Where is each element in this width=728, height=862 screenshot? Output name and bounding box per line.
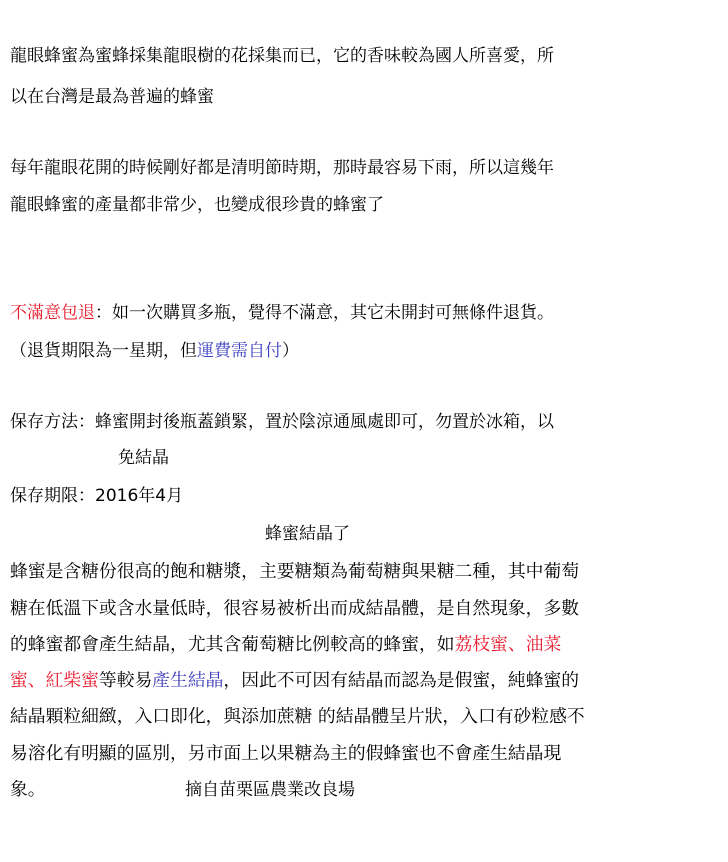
storage-method-line-1: 保存方法：蜂蜜開封後瓶蓋鎖緊，置於陰涼通風處即可，勿置於冰箱，以: [10, 412, 554, 432]
season-line-1: 每年龍眼花開的時候剛好都是清明節時期，那時最容易下雨，所以這幾年: [10, 158, 554, 178]
crystal-line-6: 易溶化有明顯的區別，另市面上以果糖為主的假蜂蜜也不會產生結晶現: [10, 743, 562, 764]
crystal-heading: 蜂蜜結晶了: [265, 524, 350, 544]
crystal-line-4-rest: ，因此不可因有結晶而認為是假蜜，純蜂蜜的: [223, 670, 580, 691]
crystal-line-7: 象。: [10, 779, 46, 800]
intro-line-1: 龍眼蜂蜜為蜜蜂採集龍眼樹的花採集而已，它的香味較為國人所喜愛，所: [10, 46, 554, 66]
season-line-2: 龍眼蜂蜜的產量都非常少，也變成很珍貴的蜂蜜了: [10, 195, 384, 215]
refund-period: （退貨期限為一星期，但: [10, 341, 197, 361]
refund-label: 不滿意包退: [10, 303, 95, 323]
honey-types-red-1: 荔枝蜜、油菜: [454, 634, 562, 655]
source-credit: 摘自苗栗區農業改良場: [185, 780, 355, 800]
crystal-line-2: 糖在低溫下或含水量低時，很容易被析出而成結晶體，是自然現象，多數: [10, 598, 580, 619]
storage-method-line-2: 免結晶: [118, 448, 169, 468]
crystal-line-5: 結晶顆粒細緻，入口即化，與添加蔗糖 的結晶體呈片狀，入口有砂粒感不: [10, 706, 585, 727]
shipping-fee-note: 運費需自付: [197, 341, 282, 361]
storage-expiry: 保存期限：2016年4月: [10, 486, 184, 506]
refund-text: ：如一次購買多瓶，覺得不滿意，其它未開封可無條件退貨。: [95, 303, 554, 323]
crystallize-highlight: 產生結晶: [152, 670, 224, 691]
crystal-line-4: [10, 670, 579, 692]
crystal-line-3-text: 的蜂蜜都會產生結晶，尤其含葡萄糖比例較高的蜂蜜，如: [10, 634, 455, 655]
honey-types-red-2: 蜜、紅柴蜜: [10, 670, 99, 691]
refund-line-1: [10, 302, 554, 324]
crystal-line-1: 蜂蜜是含糖份很高的飽和糖漿，主要糖類為葡萄糖與果糖二種，其中葡萄: [10, 561, 580, 582]
crystal-line-4-mid: 等較易: [98, 670, 153, 691]
refund-line-2: [10, 340, 299, 362]
crystal-line-3: [10, 634, 561, 656]
refund-close-paren: ）: [282, 341, 299, 361]
intro-line-2: 以在台灣是最為普遍的蜂蜜: [10, 87, 214, 107]
